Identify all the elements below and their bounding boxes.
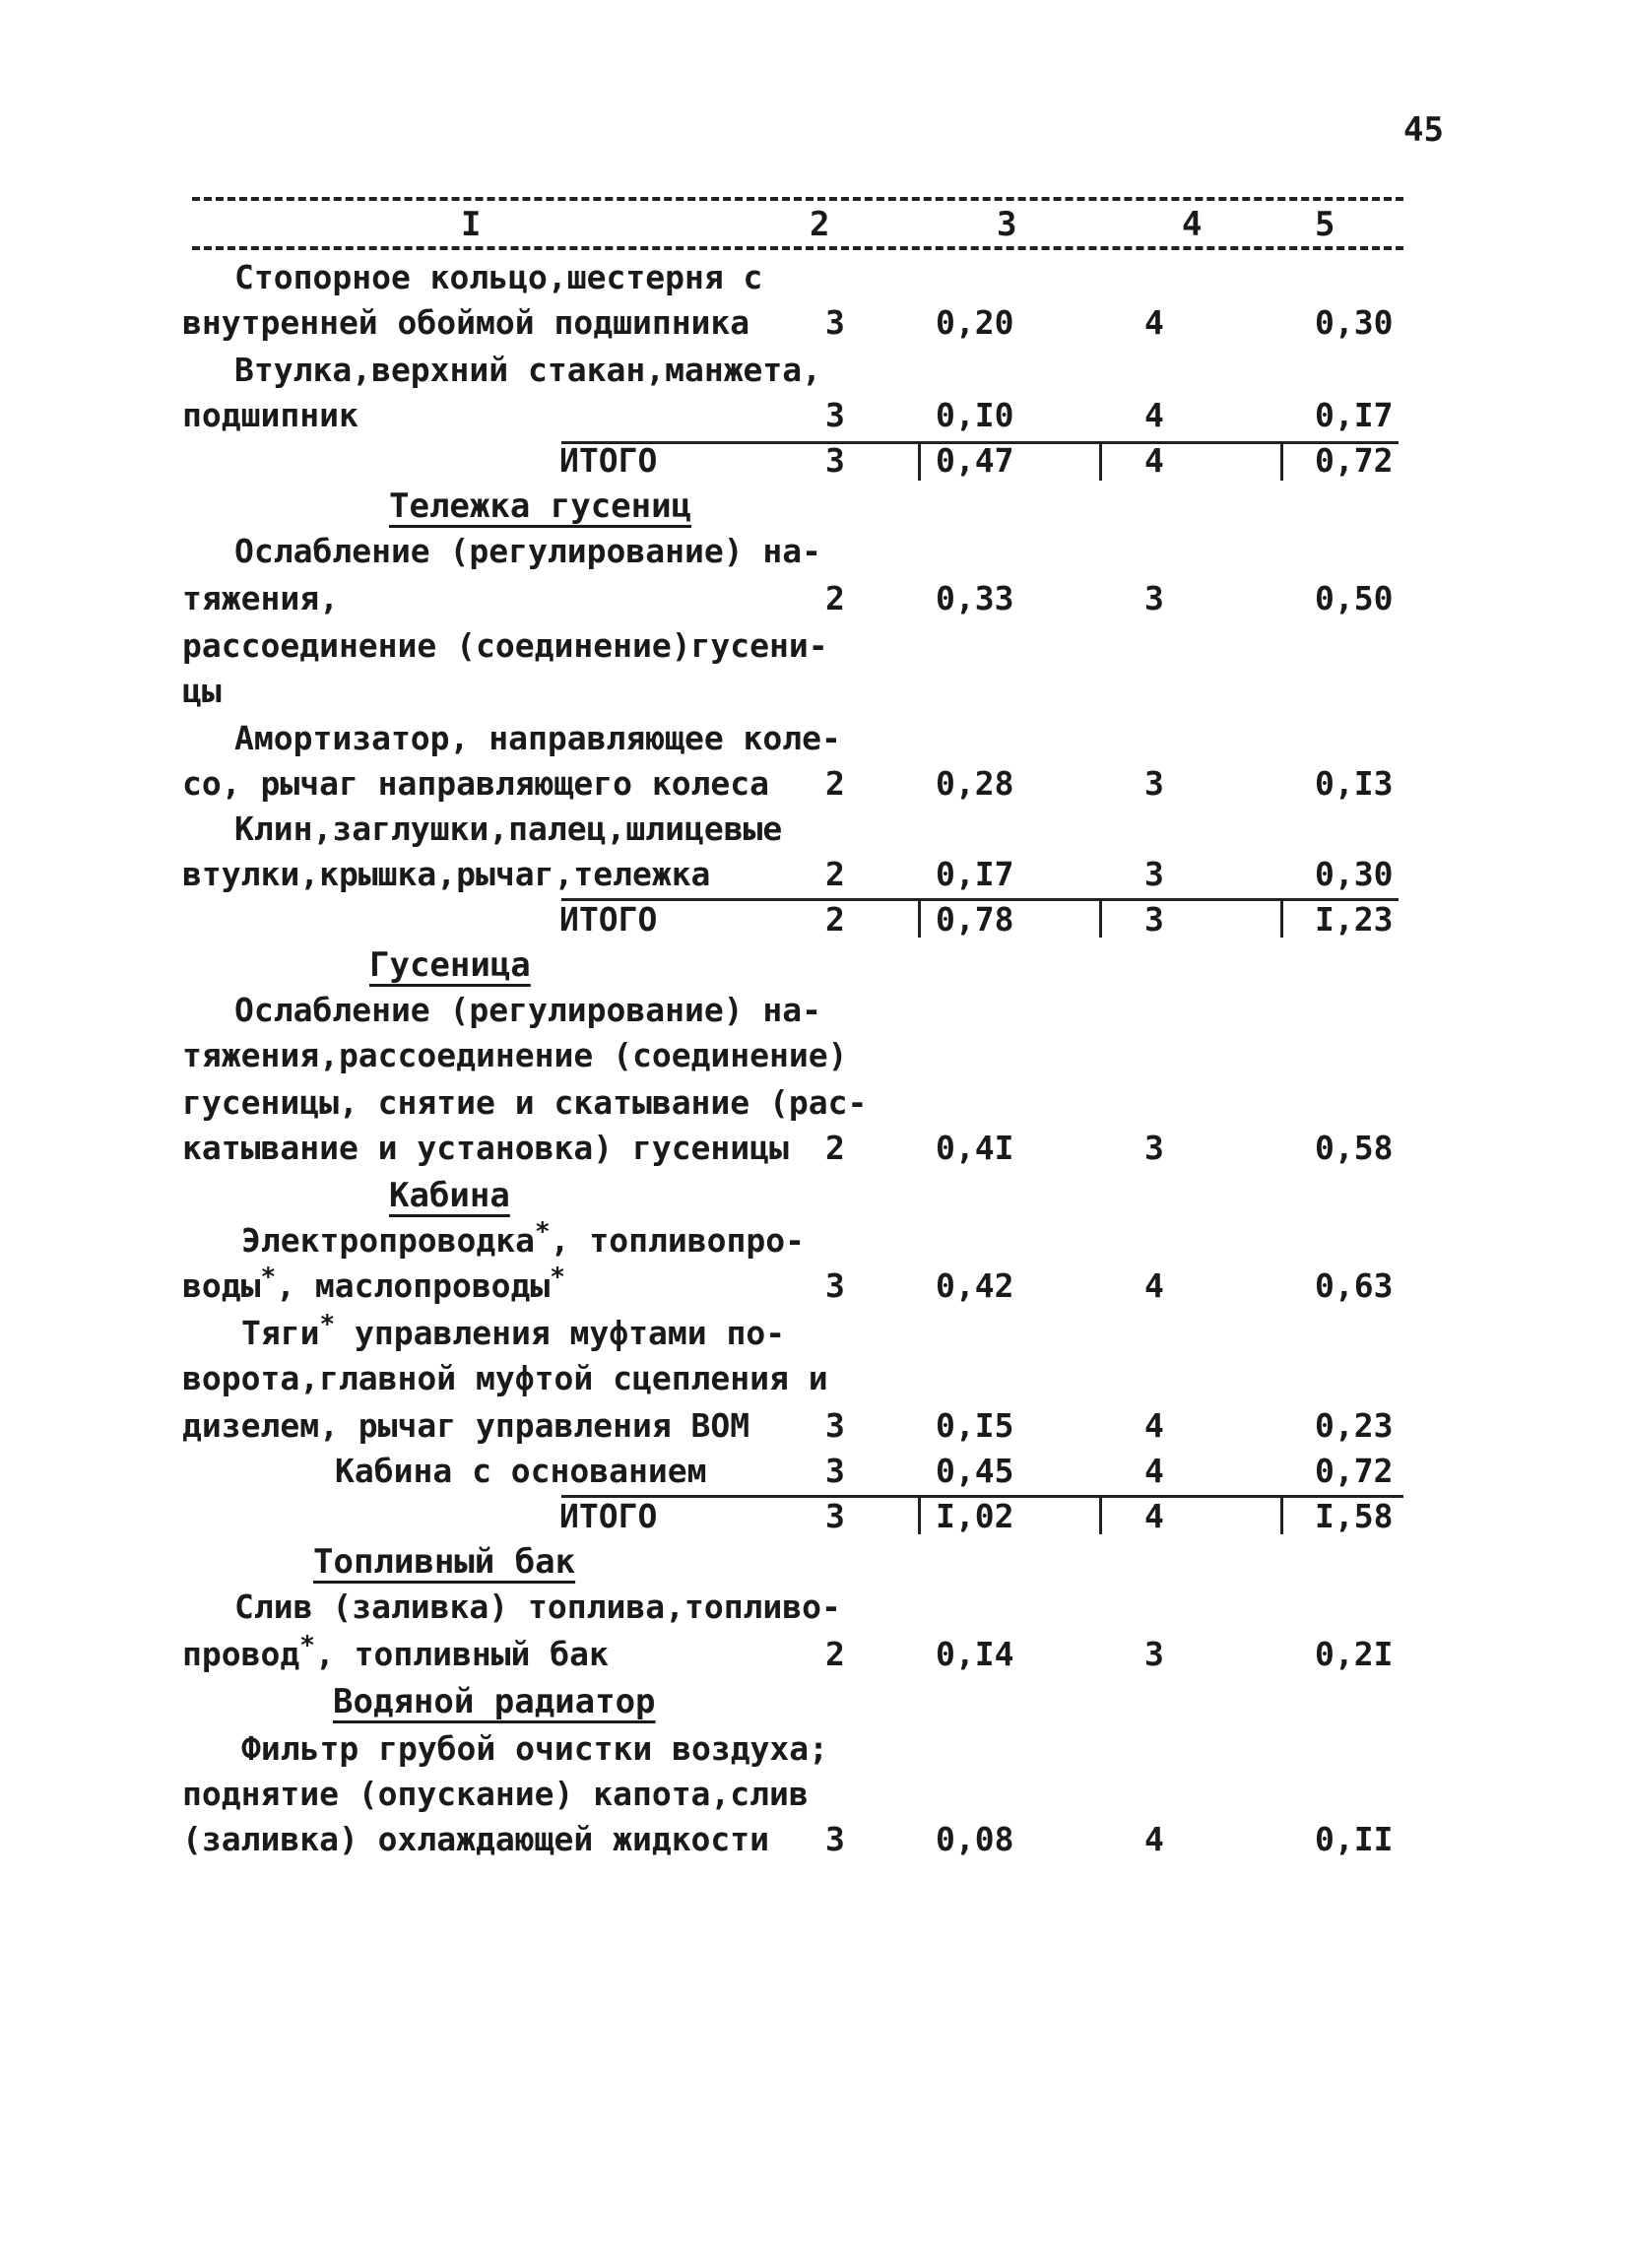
table-row: Ослабление (регулирование) на- [234, 991, 822, 1029]
column-header-3: 3 [997, 205, 1017, 244]
table-row: Клин,заглушки,палец,шлицевые [234, 810, 783, 848]
table-row: Ослабление (регулирование) на- [234, 532, 822, 570]
section-heading: Кабина [389, 1176, 510, 1215]
table-row: тяжения, 2 0,33 3 0,50 [182, 579, 1394, 617]
column-divider [918, 1495, 921, 1534]
table-row: со, рычаг направляющего колеса 2 0,28 3 0,I3 [182, 764, 1394, 803]
table-row: дизелем, рычаг управления ВОМ 3 0,I5 4 0,23 [182, 1406, 1394, 1445]
total-row: ИТОГО 3 I,02 4 I,58 [559, 1497, 1394, 1535]
table-row: рассоединение (соединение)гусени- [182, 626, 828, 665]
total-row: ИТОГО 2 0,78 3 I,23 [559, 900, 1394, 939]
table-row: цы [182, 672, 222, 710]
table-row: (заливка) охлаждающей жидкости 3 0,08 4 0,II [182, 1820, 1394, 1858]
table-row: Электропроводка*, топливопро- [241, 1217, 805, 1260]
column-divider [918, 441, 921, 481]
table-row: катывание и установка) гусеницы 2 0,4I 3 0,58 [182, 1129, 1394, 1167]
table-row: поднятие (опускание) капота,слив [182, 1775, 809, 1813]
table-row: воды*, маслопроводы* 3 0,42 4 0,63 [182, 1263, 1394, 1305]
column-header-2: 2 [810, 205, 830, 244]
column-divider [918, 898, 921, 938]
table-row: подшипник 3 0,I0 4 0,I7 [182, 396, 1394, 434]
table-row: внутренней обоймой подшипника 3 0,20 4 0,30 [182, 303, 1394, 342]
section-heading: Топливный бак [313, 1542, 576, 1582]
table-row: провод*, топливный бак 2 0,I4 3 0,2I [182, 1631, 1394, 1673]
column-header-4: 4 [1182, 205, 1203, 244]
section-heading: Водяной радиатор [333, 1682, 656, 1721]
column-divider [1099, 1495, 1102, 1534]
table-row: Втулка,верхний стакан,манжета, [234, 351, 822, 389]
section-heading: Гусеница [369, 945, 531, 985]
column-divider [1099, 441, 1102, 481]
section-heading: Тележка гусениц [389, 486, 692, 526]
column-divider [1099, 898, 1102, 938]
table-row: гусеницы, снятие и скатывание (рас- [182, 1083, 868, 1122]
column-divider [1280, 898, 1283, 938]
page-number: 45 [1403, 110, 1444, 150]
table-row: Стопорное кольцо,шестерня с [234, 258, 763, 296]
column-divider [1280, 441, 1283, 481]
table-row: втулки,крышка,рычаг,тележка 2 0,I7 3 0,30 [182, 855, 1394, 893]
table-row: Слив (заливка) топлива,топливо- [234, 1588, 841, 1626]
table-row: Фильтр грубой очистки воздуха; [241, 1729, 829, 1768]
header-rule-bottom [192, 246, 1403, 250]
table-row: ворота,главной муфтой сцепления и [182, 1359, 828, 1397]
column-header-5: 5 [1315, 205, 1335, 244]
table-row: тяжения,рассоединение (соединение) [182, 1036, 848, 1074]
column-divider [1280, 1495, 1283, 1534]
table-row: Амортизатор, направляющее коле- [234, 719, 841, 757]
header-rule-top [192, 197, 1403, 201]
total-row: ИТОГО 3 0,47 4 0,72 [559, 441, 1394, 480]
table-row: Кабина с основанием 3 0,45 4 0,72 [335, 1452, 1394, 1490]
column-header-1: I [461, 205, 482, 244]
table-row: Тяги* управления муфтами по- [241, 1310, 786, 1352]
